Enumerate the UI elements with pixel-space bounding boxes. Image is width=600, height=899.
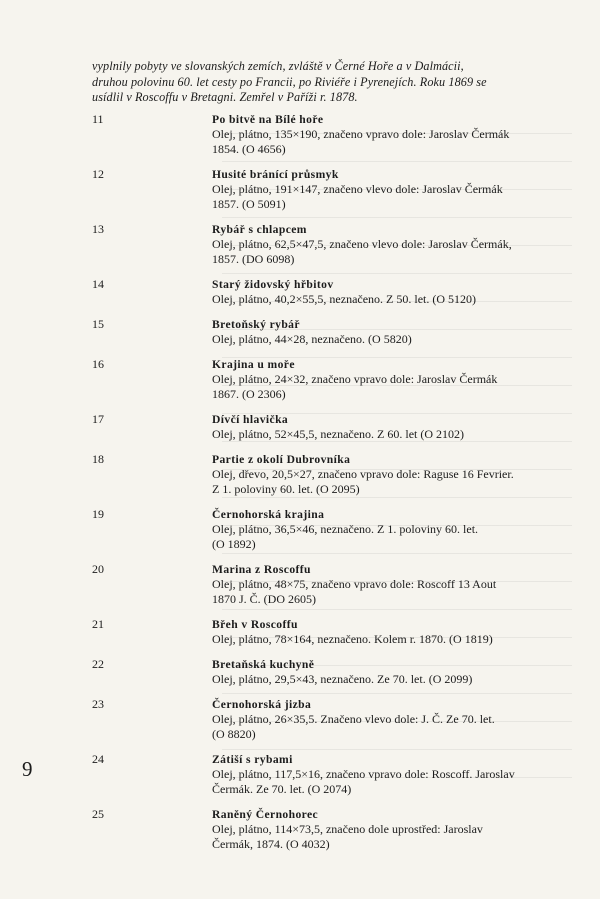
entry-title: Krajina u moře <box>212 358 295 371</box>
entry-number: 18 <box>92 452 104 466</box>
catalog-entry <box>0 222 600 267</box>
entry-description-line: Olej, plátno, 40,2×55,5, neznačeno. Z 50. let. (O 5120) <box>212 292 477 306</box>
entry-description-line: Olej, plátno, 191×147, značeno vlevo dole: Jaroslav Čermák <box>212 182 503 196</box>
entry-number: 15 <box>92 317 104 331</box>
entry-description-line: 1870 J. Č. (DO 2605) <box>212 592 316 606</box>
entry-number: 11 <box>92 112 104 126</box>
entry-number: 16 <box>92 357 104 371</box>
entry-number: 17 <box>92 412 104 426</box>
entry-description-line: Olej, plátno, 78×164, neznačeno. Kolem r. 1870. (O 1819) <box>212 632 493 646</box>
catalog-entry <box>0 752 600 797</box>
entry-number: 21 <box>92 617 104 631</box>
entry-title: Partie z okolí Dubrovníka <box>212 453 351 466</box>
entry-title: Marina z Roscoffu <box>212 563 311 576</box>
catalog-entry <box>0 657 600 687</box>
catalog-entry <box>0 452 600 497</box>
catalog-entry <box>0 412 600 442</box>
entry-body <box>212 807 572 852</box>
catalog-entry <box>0 807 600 852</box>
entry-title: Rybář s chlapcem <box>212 223 307 236</box>
entry-description-line: 1857. (O 5091) <box>212 197 286 211</box>
entry-title: Dívčí hlavička <box>212 413 289 426</box>
entry-description-line: Olej, plátno, 48×75, značeno vpravo dole: Roscoff 13 Aout <box>212 577 497 591</box>
entry-title: Raněný Černohorec <box>212 808 319 821</box>
catalog-entry <box>0 617 600 647</box>
entry-description-line: Z 1. poloviny 60. let. (O 2095) <box>212 482 360 496</box>
entry-description-line: Olej, plátno, 114×73,5, značeno dole uprostřed: Jaroslav <box>212 822 483 836</box>
entry-number: 20 <box>92 562 104 576</box>
intro-line: usídlil v Roscoffu v Bretagni. Zemřel v Paříži r. 1878. <box>92 90 358 104</box>
entry-description-line: Čermák. Ze 70. let. (O 2074) <box>212 782 352 796</box>
entry-body <box>212 222 572 267</box>
catalog-entries <box>0 112 600 862</box>
entry-body <box>212 752 572 797</box>
entry-number: 19 <box>92 507 104 521</box>
entry-title: Bretaňská kuchyně <box>212 658 315 671</box>
entry-description-line: 1867. (O 2306) <box>212 387 286 401</box>
intro-line: druhou polovinu 60. let cesty po Francii, po Riviéře i Pyrenejích. Roku 1869 se <box>92 74 487 89</box>
entry-body <box>212 412 572 442</box>
catalog-entry <box>0 507 600 552</box>
entry-number: 24 <box>92 752 104 766</box>
entry-title: Černohorská jizba <box>212 698 312 711</box>
entry-number: 14 <box>92 277 104 291</box>
entry-body <box>212 657 572 687</box>
entry-body <box>212 357 572 402</box>
entry-body <box>212 562 572 607</box>
entry-number: 22 <box>92 657 104 671</box>
entry-description-line: Olej, plátno, 135×190, značeno vpravo dole: Jaroslav Čermák <box>212 127 510 141</box>
entry-body <box>212 507 572 552</box>
entry-title: Bretoňský rybář <box>212 318 300 331</box>
entry-body <box>212 167 572 212</box>
catalog-entry <box>0 357 600 402</box>
entry-description-line: Olej, plátno, 24×32, značeno vpravo dole: Jaroslav Čermák <box>212 372 498 386</box>
entry-description-line: Olej, plátno, 26×35,5. Značeno vlevo dole: J. Č. Ze 70. let. <box>212 712 495 726</box>
entry-number: 23 <box>92 697 104 711</box>
entry-body <box>212 697 572 742</box>
entry-body <box>212 112 572 157</box>
entry-title: Husité bránící průsmyk <box>212 168 339 181</box>
entry-number: 13 <box>92 222 104 236</box>
entry-title: Po bitvě na Bílé hoře <box>212 113 324 126</box>
entry-title: Břeh v Roscoffu <box>212 618 298 631</box>
entry-description-line: Olej, plátno, 44×28, neznačeno. (O 5820) <box>212 332 412 346</box>
entry-description-line: Olej, plátno, 117,5×16, značeno vpravo dole: Roscoff. Jaroslav <box>212 767 515 781</box>
entry-description-line: Olej, plátno, 62,5×47,5, značeno vlevo dole: Jaroslav Čermák, <box>212 237 512 251</box>
intro-line: vyplnily pobyty ve slovanských zemích, zvláště v Černé Hoře a v Dalmácii, <box>92 59 464 73</box>
catalog-entry <box>0 697 600 742</box>
entry-title: Černohorská krajina <box>212 508 325 521</box>
entry-number: 25 <box>92 807 104 821</box>
biography-paragraph <box>92 59 570 106</box>
catalog-entry <box>0 277 600 307</box>
page-number: 9 <box>22 757 33 781</box>
entry-body <box>212 317 572 347</box>
entry-body <box>212 452 572 497</box>
entry-body <box>212 277 572 307</box>
catalog-entry <box>0 317 600 347</box>
entry-description-line: Olej, plátno, 29,5×43, neznačeno. Ze 70. let. (O 2099) <box>212 672 473 686</box>
catalog-entry <box>0 112 600 157</box>
entry-description-line: Čermák, 1874. (O 4032) <box>212 837 330 851</box>
entry-body <box>212 617 572 647</box>
entry-description-line: (O 1892) <box>212 537 256 551</box>
catalog-entry <box>0 562 600 607</box>
entry-description-line: Olej, dřevo, 20,5×27, značeno vpravo dole: Raguse 16 Fevrier. <box>212 467 514 481</box>
entry-description-line: 1854. (O 4656) <box>212 142 286 156</box>
entry-title: Zátiší s rybami <box>212 753 293 766</box>
entry-description-line: (O 8820) <box>212 727 256 741</box>
catalog-entry <box>0 167 600 212</box>
entry-number: 12 <box>92 167 104 181</box>
entry-description-line: 1857. (DO 6098) <box>212 252 295 266</box>
entry-title: Starý židovský hřbitov <box>212 278 334 291</box>
entry-description-line: Olej, plátno, 52×45,5, neznačeno. Z 60. let (O 2102) <box>212 427 465 441</box>
entry-description-line: Olej, plátno, 36,5×46, neznačeno. Z 1. poloviny 60. let. <box>212 522 479 536</box>
